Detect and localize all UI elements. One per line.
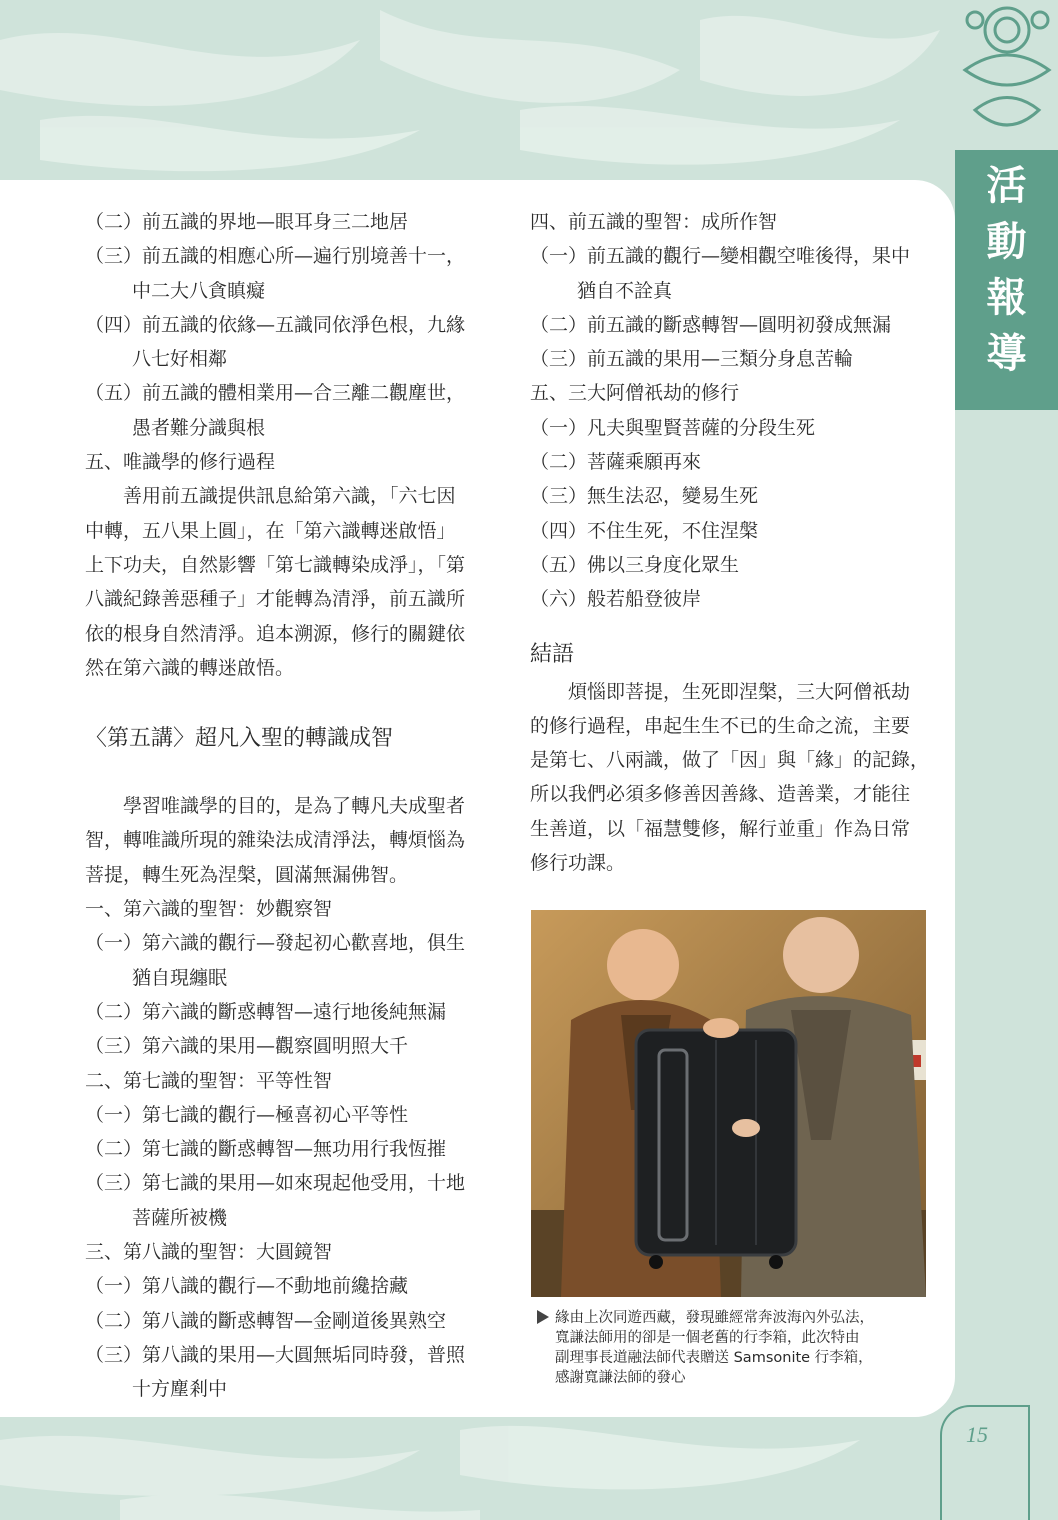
left-paragraph-2 bbox=[85, 789, 480, 892]
outline-item: （二）前五識的界地—眼耳身三二地居 bbox=[85, 211, 409, 233]
paragraph-line: 依的根身自然清淨。追本溯源，修行的關鍵依 bbox=[85, 622, 466, 645]
outline-item: 猶自現纏眠 bbox=[132, 966, 228, 989]
paragraph-line: 生善道，以「福慧雙修，解行並重」作為日常 bbox=[530, 817, 911, 840]
outline-item: 猶自不詮真 bbox=[577, 279, 673, 302]
outline-item: （五）佛以三身度化眾生 bbox=[530, 553, 740, 576]
outline-item: （二）菩薩乘願再來 bbox=[530, 451, 702, 474]
outline-item: （二）第六識的斷惑轉智—遠行地後純無漏 bbox=[85, 1000, 447, 1023]
outline-item: 五、三大阿僧祇劫的修行 bbox=[530, 382, 740, 405]
paragraph-line: 中轉，五八果上圓」，在「第六識轉迷啟悟」 bbox=[85, 519, 456, 542]
paragraph-line: 智，轉唯識所現的雜染法成清淨法，轉煩惱為 bbox=[85, 829, 466, 852]
outline-item: （三）第八識的果用—大圓無垢同時發，普照 bbox=[85, 1343, 466, 1366]
caption-line: 寬謙法師用的卻是一個老舊的行李箱，此次特由 bbox=[555, 1330, 860, 1346]
paragraph-line: 學習唯識學的目的，是為了轉凡夫成聖者 bbox=[123, 795, 466, 818]
outline-item: （二）第八識的斷惑轉智—金剛道後異熟空 bbox=[85, 1309, 447, 1332]
outline-item: 四、前五識的聖智：成所作智 bbox=[530, 211, 778, 233]
section-tab-char: 導 bbox=[986, 330, 1027, 377]
outline-item: 三、第八識的聖智：大圓鏡智 bbox=[85, 1241, 333, 1264]
paragraph-line: 上下功夫，自然影響「第七識轉染成淨」，「第 bbox=[85, 553, 466, 576]
conclusion-paragraph bbox=[530, 675, 930, 881]
outline-item: 愚者難分識與根 bbox=[132, 416, 266, 439]
section-tab-char: 報 bbox=[986, 274, 1027, 321]
outline-item: （一）第六識的觀行—發起初心歡喜地，俱生 bbox=[85, 932, 466, 955]
outline-item: 五、唯識學的修行過程 bbox=[85, 451, 276, 474]
outline-item: 二、第七識的聖智：平等性智 bbox=[85, 1069, 333, 1092]
outline-item: 八七好相鄰 bbox=[132, 348, 228, 371]
outline-item: （四）前五識的依緣—五識同依淨色根，九緣 bbox=[85, 313, 466, 336]
photo-caption bbox=[537, 1308, 932, 1388]
outline-item: 中二大八貪瞋癡 bbox=[132, 279, 266, 302]
paragraph-line: 然在第六識的轉迷啟悟。 bbox=[85, 656, 295, 679]
caption-line: 副理事長道融法師代表贈送 Samsonite 行李箱， bbox=[555, 1350, 873, 1366]
corner-ornament bbox=[955, 0, 1058, 150]
paragraph-line: 八識紀錄善惡種子」才能轉為清淨，前五識所 bbox=[85, 588, 466, 611]
paragraph-line: 修行功課。 bbox=[530, 852, 626, 875]
lecture-heading: 〈第五講〉超凡入聖的轉識成智 bbox=[85, 726, 394, 752]
outline-item: （一）第七識的觀行—極喜初心平等性 bbox=[85, 1103, 409, 1126]
outline-item: （四）不住生死，不住涅槃 bbox=[530, 519, 759, 542]
outline-item: 一、第六識的聖智：妙觀察智 bbox=[85, 898, 333, 921]
outline-item: 菩薩所被機 bbox=[132, 1206, 228, 1229]
outline-item: （二）前五識的斷惑轉智—圓明初發成無漏 bbox=[530, 313, 892, 336]
outline-item: （一）凡夫與聖賢菩薩的分段生死 bbox=[530, 416, 816, 439]
outline-item: 十方塵剎中 bbox=[132, 1378, 228, 1401]
left-outline-bottom bbox=[85, 892, 480, 1406]
outline-item: （六）般若船登彼岸 bbox=[530, 588, 702, 611]
page-number: 15 bbox=[966, 1422, 988, 1447]
paragraph-line: 是第七、八兩識，做了「因」與「緣」的記錄， bbox=[530, 749, 930, 772]
section-tab-char: 活 bbox=[986, 162, 1027, 209]
paragraph-line: 菩提，轉生死為涅槃，圓滿無漏佛智。 bbox=[85, 863, 409, 886]
left-outline-top bbox=[85, 205, 480, 479]
right-outline bbox=[530, 205, 930, 617]
outline-item: （三）第六識的果用—觀察圓明照大千 bbox=[85, 1035, 409, 1058]
section-tab-title bbox=[955, 158, 1058, 382]
outline-item: （一）前五識的觀行—變相觀空唯後得，果中 bbox=[530, 245, 911, 268]
paragraph-line: 所以我們必須多修善因善緣、造善業，才能往 bbox=[530, 783, 911, 806]
event-photo bbox=[531, 910, 926, 1297]
outline-item: （五）前五識的體相業用—合三離二觀塵世， bbox=[85, 382, 466, 405]
outline-item: （三）無生法忍，變易生死 bbox=[530, 485, 759, 508]
left-column bbox=[85, 205, 480, 1407]
outline-item: （三）前五識的果用—三類分身息苦輪 bbox=[530, 348, 854, 371]
outline-item: （三）前五識的相應心所—遍行別境善十一， bbox=[85, 245, 466, 268]
outline-item: （三）第七識的果用—如來現起他受用，十地 bbox=[85, 1172, 466, 1195]
outline-item: （一）第八識的觀行—不動地前纔捨藏 bbox=[85, 1275, 409, 1298]
photo-illustration bbox=[531, 910, 926, 1297]
caption-line: 緣由上次同遊西藏，發現雖經常奔波海內外弘法， bbox=[555, 1310, 874, 1326]
paragraph-line: 煩惱即菩提，生死即涅槃，三大阿僧祇劫 bbox=[568, 680, 911, 703]
outline-item: （二）第七識的斷惑轉智—無功用行我恆摧 bbox=[85, 1138, 447, 1161]
left-paragraph-1 bbox=[85, 479, 480, 685]
paragraph-line: 善用前五識提供訊息給第六識，「六七因 bbox=[123, 485, 456, 508]
right-column bbox=[530, 205, 930, 880]
conclusion-heading: 結語 bbox=[530, 641, 575, 667]
section-tab-char: 動 bbox=[986, 218, 1027, 265]
caption-arrow-icon bbox=[537, 1310, 549, 1324]
paragraph-line: 的修行過程，串起生生不已的生命之流，主要 bbox=[530, 714, 911, 737]
caption-line: 感謝寬謙法師的發心 bbox=[555, 1370, 686, 1386]
